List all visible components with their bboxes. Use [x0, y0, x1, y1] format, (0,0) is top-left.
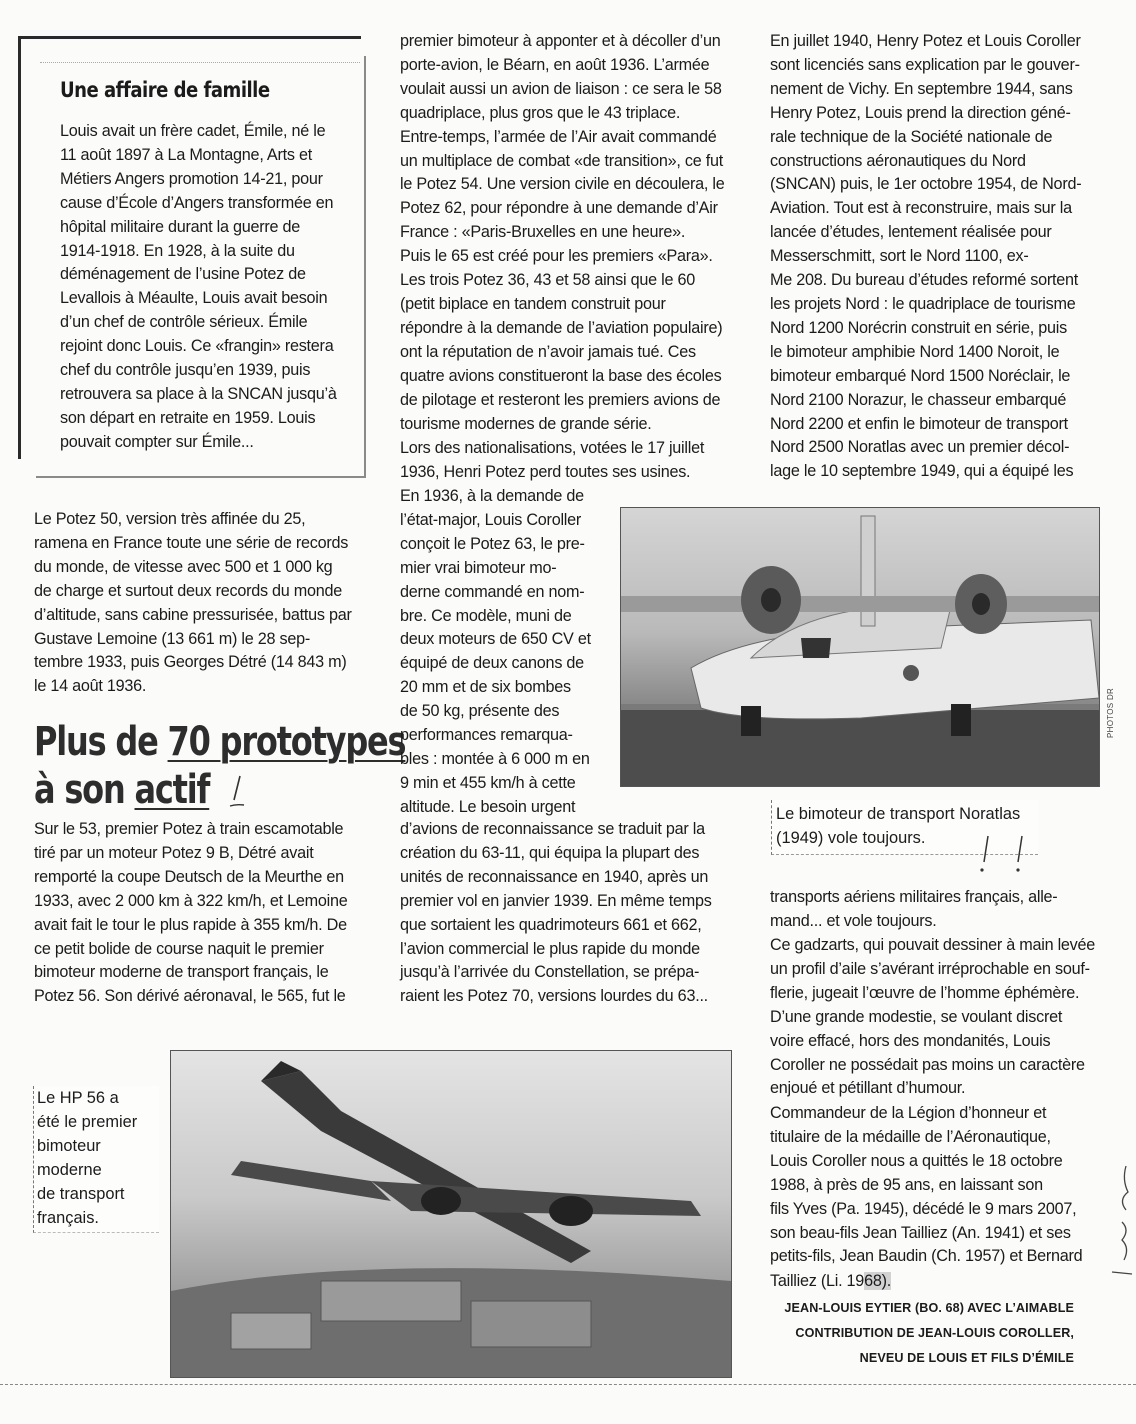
text-line: quadriplace, plus gros que le 43 triplace. [400, 103, 681, 122]
text-line: de pilotage et resteront les premiers avions de [400, 390, 721, 409]
sidebar-line: Levallois à Méaulte, Louis avait besoin [60, 289, 328, 308]
text-line: conçoit le Potez 63, le pre- [400, 534, 585, 553]
author-signature [784, 1296, 1074, 1371]
text-line: performances remarqua- [400, 726, 573, 745]
text-line: (SNCAN) puis, le 1er octobre 1954, de Nord- [770, 175, 1082, 194]
text-line: fils Yves (Pa. 1945), décédé le 9 mars 2007, [770, 1199, 1077, 1218]
text-line: le Potez 54. Une version civile en découlera, le [400, 175, 725, 194]
text-line: Sur le 53, premier Potez à train escamotable [34, 820, 344, 838]
col2-paragraph-2 [400, 437, 734, 485]
text-line: ce petit bolide de course naquit le premier [34, 939, 324, 958]
text-line: Lors des nationalisations, votées le 17 juillet [400, 439, 705, 457]
caption-line: Le bimoteur de transport Noratlas [776, 805, 1021, 823]
potez56-caption [33, 1086, 159, 1233]
text-line: lancée d’études, lentement réalisée pour [770, 223, 1052, 242]
text-line: ont la réputation de n’avoir jamais tué. Ces [400, 342, 696, 361]
text-line: Me 208. Du bureau d’études reformé sortent [770, 271, 1079, 290]
noratlas-photo [620, 507, 1100, 787]
col3-paragraph-4 [770, 1102, 1102, 1269]
text-line: sont licenciés sans explication par le gouver- [770, 55, 1080, 74]
col1-paragraph-2 [34, 818, 364, 1009]
caption-line: bimoteur [37, 1137, 101, 1155]
text-line: tembre 1933, puis Georges Détré (14 843 m) [34, 653, 347, 672]
text-line: équipé de deux canons de [400, 654, 584, 673]
text-line: tiré par un moteur Potez 9 B, Détré avait [34, 843, 314, 862]
heading-line2-pre: à son [34, 767, 135, 813]
col2-paragraph-3 [400, 485, 599, 820]
text-line: 1988, à près de 95 ans, en laissant son [770, 1175, 1043, 1194]
sidebar-line: cause d’École d’Angers transformée en [60, 193, 334, 212]
potez56-photo [170, 1050, 732, 1378]
text-line: Nord 2200 et enfin le bimoteur de transport [770, 414, 1068, 433]
text-line: (petit biplace en tandem construit pour [400, 294, 666, 313]
sidebar-line: rejoint donc Louis. Ce «frangin» restera [60, 337, 334, 356]
text-line: les projets Nord : le quadriplace de tourisme [770, 294, 1076, 313]
text-line: deux moteurs de 650 CV et [400, 630, 591, 649]
page-bottom-rule [0, 1384, 1136, 1385]
text-line: l’état-major, Louis Coroller [400, 510, 582, 529]
text-line: porte-avion, le Béarn, en août 1936. L’armée [400, 55, 710, 74]
text-line: 1936, Henri Potez perd toutes ses usines. [400, 462, 691, 481]
sidebar-line: déménagement de l’usine Potez de [60, 265, 306, 284]
text-line: Nord 2100 Norazur, le chasseur embarqué [770, 390, 1067, 409]
text-line: Nord 2500 Noratlas avec un premier décol- [770, 438, 1070, 457]
text-line: enjoué et pétillant d’humour. [770, 1079, 966, 1098]
caption-line: (1949) vole toujours. [776, 829, 926, 847]
text-line: constructions aéronautiques du Nord [770, 151, 1026, 170]
text-line: d’avions de reconnaissance se traduit par la [400, 820, 705, 838]
text-line: Potez 62, pour répondre à une demande d’Air [400, 199, 718, 218]
sidebar-line: Métiers Angers promotion 14-21, pour [60, 169, 323, 188]
text-line: bimoteur moderne de transport français, le [34, 963, 329, 982]
sidebar-line: retrouvera sa place à la SNCAN jusqu’à [60, 384, 337, 403]
text-line: du monde, de vitesse avec 500 et 1 000 kg [34, 557, 333, 576]
sidebar-line: son départ en retraite en 1959. Louis [60, 408, 316, 427]
sidebar-title: Une affaire de famille [60, 78, 270, 102]
text-line: d’altitude, sans cabine pressurisée, battus par [34, 605, 352, 624]
text-line: un multiplace de combat «de transition», ce fut [400, 151, 723, 170]
text-line: bre. Ce modèle, muni de [400, 606, 572, 625]
text-line: ramena en France toute une série de records [34, 533, 349, 552]
text-line: bimoteur embarqué Nord 1500 Noréclair, le [770, 366, 1071, 385]
caption-line: moderne [37, 1161, 102, 1179]
text-line: le bimoteur amphibie Nord 1400 Noroit, le [770, 342, 1060, 361]
text-line: Puis le 65 est créé pour les premiers «Para». [400, 247, 713, 266]
text-line: Nord 1200 Norécrin construit en série, puis [770, 318, 1067, 337]
text-line: Les trois Potez 36, 43 et 58 ainsi que le 60 [400, 271, 695, 290]
text-line: titulaire de la médaille de l’Aéronautique, [770, 1127, 1051, 1146]
text-line: mand... et vole toujours. [770, 911, 937, 930]
handwritten-check-mark [224, 772, 254, 812]
sidebar-text [60, 120, 344, 455]
col3-last-line [770, 1270, 1102, 1294]
text-line: France : «Paris-Bruxelles en une heure». [400, 223, 686, 242]
caption-line: français. [37, 1209, 99, 1227]
text-line: de charge et surtout deux records du monde [34, 581, 343, 600]
heading-line1-pre: Plus de [34, 719, 168, 765]
heading-line1-underlined: 70 prototypes [167, 719, 406, 765]
col2-paragraph-1 [400, 30, 734, 436]
text-line: transports aériens militaires français, alle- [770, 888, 1058, 906]
text-line: Aviation. Tout est à reconstruire, mais sur la [770, 199, 1072, 218]
text-line: l’avion commercial le plus rapide du monde [400, 939, 700, 958]
caption-line: été le premier [37, 1113, 138, 1131]
section-heading [34, 718, 405, 814]
text-line: premier vol en janvier 1939. En même temps [400, 891, 712, 910]
signature-line: CONTRIBUTION DE JEAN-LOUIS COROLLER, [795, 1326, 1074, 1340]
text-line: de 50 kg, présente des [400, 702, 560, 721]
text-line: flerie, jugeait l’œuvre de l’homme éphémère. [770, 983, 1080, 1002]
last-line-text: Tailliez (Li. 19 [770, 1272, 865, 1290]
sidebar-line: 11 août 1897 à La Montagne, Arts et [60, 145, 312, 164]
text-line: remporté la coupe Deutsch de la Meurthe en [34, 867, 344, 886]
text-line: Entre-temps, l’armée de l’Air avait commandé [400, 127, 717, 146]
text-line: Gustave Lemoine (13 661 m) le 28 sep- [34, 629, 310, 648]
text-line: voulait aussi un avion de liaison : ce sera le 58 [400, 79, 722, 98]
text-line: voire effacé, hors des mondanités, Louis [770, 1031, 1051, 1050]
text-line: raient les Potez 70, versions lourdes du 63... [400, 987, 708, 1006]
text-line: Coroller ne possédait pas moins un caractère [770, 1055, 1085, 1074]
sidebar-top-rule [40, 62, 360, 63]
text-line: avait fait le tour le plus rapide à 355 km/h. De [34, 915, 347, 934]
text-line: quatre avions constitueront la base des écoles [400, 366, 722, 385]
col3-paragraph-1 [770, 30, 1102, 484]
text-line: répondre à la demande de l’aviation populaire) [400, 318, 723, 337]
noratlas-aircraft-illustration [621, 508, 1099, 786]
text-line: petits-fils, Jean Baudin (Ch. 1957) et Bernard [770, 1247, 1083, 1266]
sidebar-line: hôpital militaire durant la guerre de [60, 217, 300, 236]
text-line: son beau-fils Jean Tailliez (An. 1941) et ses [770, 1223, 1071, 1242]
handwritten-margin-marks [1104, 1160, 1134, 1290]
col1-paragraph-1 [34, 508, 364, 699]
handwritten-marks-noratlas [976, 832, 1036, 876]
text-line: premier bimoteur à apponter et à décoller d’un [400, 32, 721, 50]
text-line: 20 mm et de six bombes [400, 678, 571, 697]
text-line: lage le 10 septembre 1949, qui a équipé les [770, 462, 1074, 481]
text-line: unités de reconnaissance en 1940, après un [400, 867, 709, 886]
sidebar-line: pouvait compter sur Émile... [60, 432, 254, 451]
text-line: 1933, avec 2 000 km à 322 km/h, et Lemoine [34, 891, 348, 910]
text-line: 9 min et 455 km/h à cette [400, 773, 576, 792]
text-line: un profil d’aile s’avérant irréprochable en souf- [770, 959, 1090, 978]
text-line: Henry Potez, Louis prend la direction géné- [770, 103, 1071, 122]
last-line-highlight: 68). [864, 1272, 891, 1290]
text-line: bles : montée à 6 000 m en [400, 749, 590, 768]
text-line: que sortaient les quadrimoteurs 661 et 662, [400, 915, 702, 934]
text-line: En juillet 1940, Henry Potez et Louis Coroller [770, 32, 1081, 50]
caption-line: Le HP 56 a [37, 1089, 119, 1107]
text-line: derne commandé en nom- [400, 582, 585, 601]
text-line: Commandeur de la Légion d’honneur et [770, 1104, 1047, 1122]
heading-line2-underlined: actif [134, 767, 210, 813]
signature-line: JEAN-LOUIS EYTIER (BO. 68) AVEC L’AIMABLE [784, 1301, 1074, 1315]
text-line: Louis Coroller nous a quittés le 18 octobre [770, 1151, 1063, 1170]
text-line: nement de Vichy. En septembre 1944, sans [770, 79, 1073, 98]
photo-credit: PHOTOS DR [1106, 687, 1115, 738]
text-line: Messerschmitt, sort le Nord 1100, ex- [770, 247, 1029, 266]
col2-paragraph-4 [400, 818, 734, 1009]
sidebar-line: chef du contrôle jusqu’en 1939, puis [60, 361, 311, 380]
text-line: tourisme modernes de grande série. [400, 414, 652, 433]
sidebar-line: Louis avait un frère cadet, Émile, né le [60, 122, 326, 140]
sidebar-line: 1914-1918. En 1928, à la suite du [60, 241, 295, 260]
sidebar-line: d’un chef de contrôle sérieux. Émile [60, 313, 308, 332]
text-line: Le Potez 50, version très affinée du 25, [34, 510, 306, 528]
text-line: jusqu’à l’arrivée du Constellation, se prépa- [400, 963, 700, 982]
signature-line: NEVEU DE LOUIS ET FILS D’ÉMILE [859, 1351, 1074, 1365]
text-line: altitude. Le besoin urgent [400, 797, 576, 816]
text-line: Ce gadzarts, qui pouvait dessiner à main levée [770, 936, 1096, 954]
text-line: Potez 56. Son dérivé aéronaval, le 565, fut le [34, 987, 346, 1006]
text-line: En 1936, à la demande de [400, 487, 584, 505]
text-line: rale technique de la Société nationale de [770, 127, 1053, 146]
caption-line: de transport [37, 1185, 125, 1203]
col3-paragraph-3 [770, 934, 1102, 1101]
text-line: mier vrai bimoteur mo- [400, 558, 557, 577]
text-line: création du 63-11, qui équipa la plupart des [400, 843, 700, 862]
text-line: le 14 août 1936. [34, 677, 147, 696]
text-line: D’une grande modestie, se voulant discret [770, 1007, 1063, 1026]
potez56-aircraft-illustration [171, 1051, 731, 1377]
col3-paragraph-2 [770, 886, 1102, 934]
